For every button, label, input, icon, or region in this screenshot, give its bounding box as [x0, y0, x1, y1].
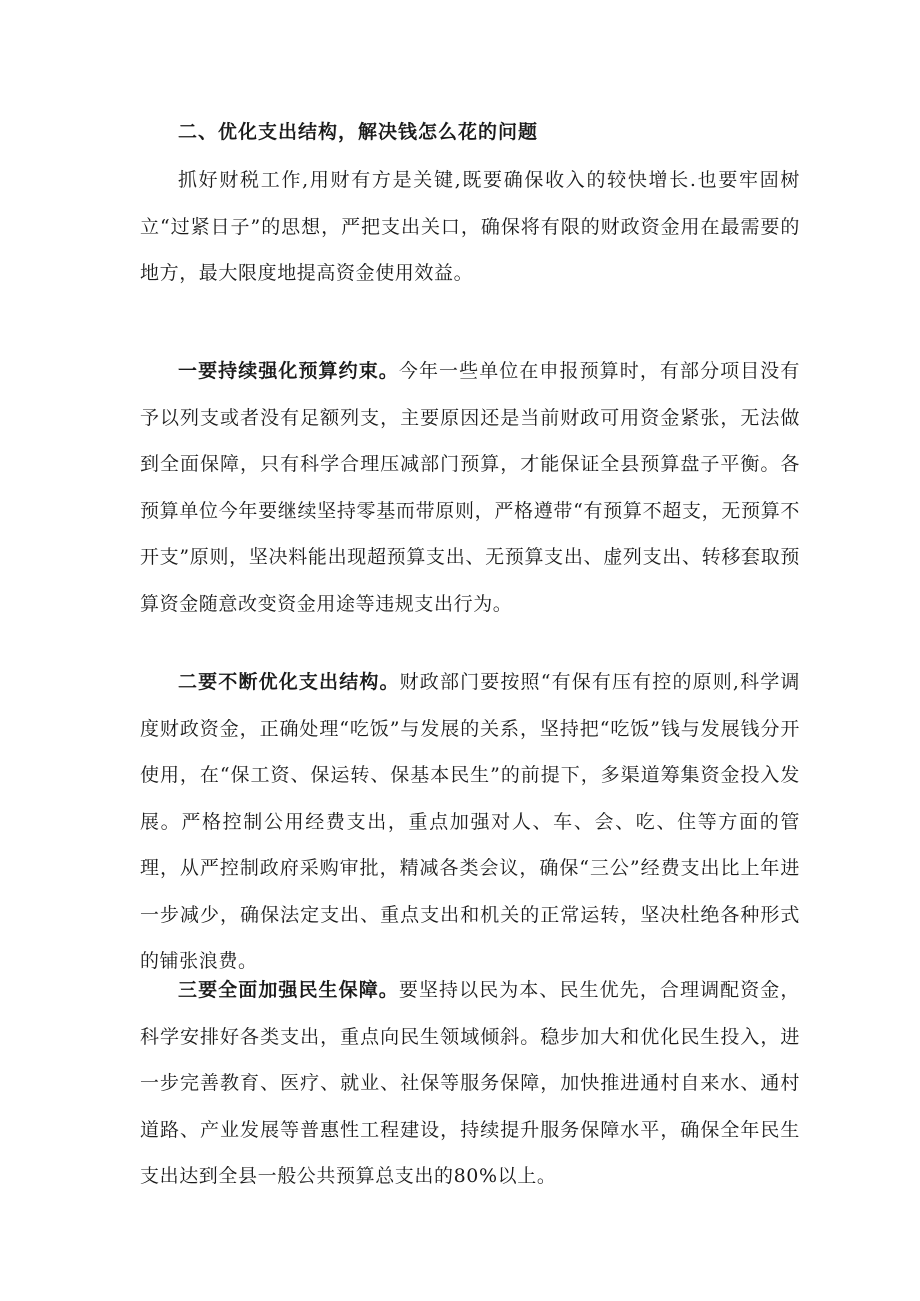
paragraph-body: 财政部门要按照“有保有压有控的原则,科学调度财政资金，正确处理“吃饭”与发展的关系，坚持把“吃饭”钱与发展钱分开使用，在“保工资、保运转、保基本民生”的前提下，多渠道筹集资金投入发展。严格控制公用经费支出，重点加强对人、车、会、吃、住等方面的管理，从严控制政府采购审批，精减各类会议，确保“三公”经费支出比上年进一步减少，确保法定支出、重点支出和机关的正常运转，坚决杜绝各种形式的铺张浪费。 [140, 671, 800, 972]
section-heading: 二、优化支出结构，解决钱怎么花的问题 [178, 121, 539, 143]
paragraph-body: 今年一些单位在申报预算时，有部分项目没有予以列支或者没有足额列支，主要原因还是当前财政可用资金紧张，无法做到全面保障，只有科学合理压减部门预算，才能保证全县预算盘子平衡。各预算单位今年要继续坚持零基而带原则，严格遵带“有预算不超支，无预算不开支”原则，坚决料能出现超预算支出、无预算支出、虚列支出、转移套取预算资金随意改变资金用途等违规支出行为。 [140, 360, 800, 615]
paragraph-body: 抓好财税工作,用财有方是关键,既要确保收入的较快增长.也要牢固树立“过紧日子”的思想，严把支出关口，确保将有限的财政资金用在最需要的地方，最大限度地提高资金使用效益。 [140, 169, 800, 284]
paragraph-expenditure-structure [140, 659, 800, 985]
paragraph-lead: 二要不断优化支出结构。 [178, 671, 400, 693]
paragraph-livelihood-guarantee [140, 967, 800, 1200]
paragraph-lead: 三要全面加强民生保障。 [178, 979, 399, 1001]
paragraph-intro [140, 157, 800, 297]
paragraph-budget-constraint [140, 348, 800, 627]
paragraph-lead: 一要持续强化预算约束。 [178, 360, 399, 382]
paragraph-body: 要坚持以民为本、民生优先，合理调配资金，科学安排好各类支出，重点向民生领域倾斜。稳步加大和优化民生投入，进一步完善教育、医疗、就业、社保等服务保障，加快推进通村自来水、通村道路、产业发展等普惠性工程建设，持续提升服务保障水平，确保全年民生支出达到全县一般公共预算总支出的80%以上。 [140, 979, 800, 1187]
